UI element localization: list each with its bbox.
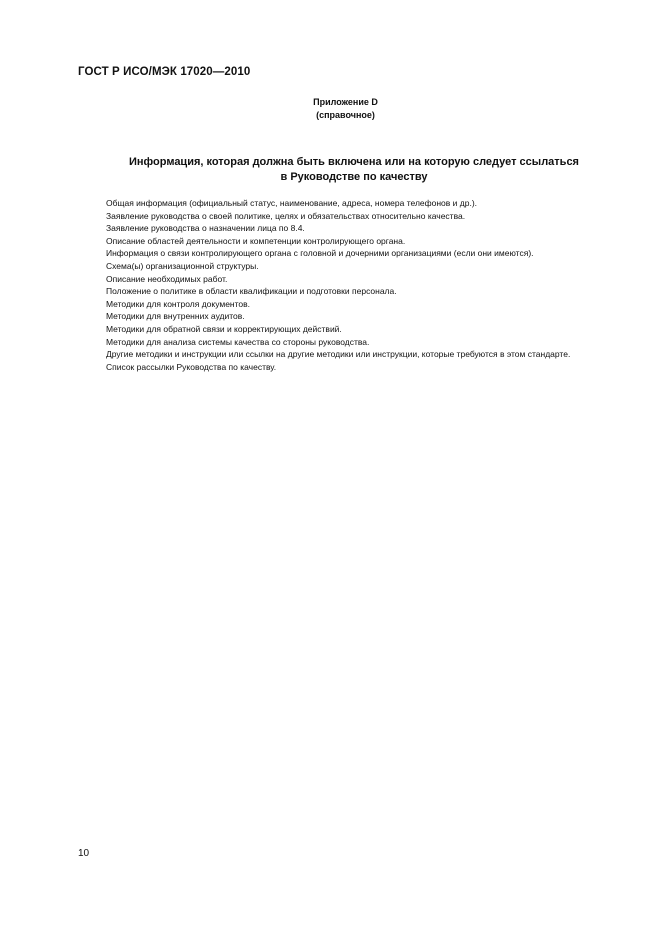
page-number: 10	[78, 848, 90, 859]
list-item: Общая информация (официальный статус, наименование, адреса, номера телефонов и др.).	[106, 198, 478, 208]
appendix-title: Приложение D	[313, 97, 378, 107]
section-heading	[80, 155, 628, 185]
list-item: Заявление руководства о назначении лица по 8.4.	[106, 223, 305, 234]
section-heading-line-2: в Руководстве по качеству	[280, 171, 428, 183]
list-item: Методики для анализа системы качества со стороны руководства.	[106, 336, 370, 347]
list-item: Информация о связи контролирующего органа с головной и дочерними организациями (если они имеются).	[106, 248, 534, 259]
list-item: Описание необходимых работ.	[106, 273, 228, 284]
list-item: Положение о политике в области квалификации и подготовки персонала.	[106, 286, 397, 297]
list-item: Другие методики и инструкции или ссылки на другие методики или инструкции, которые требуются в этом стандарте.	[106, 349, 571, 360]
list-item: Методики для обратной связи и корректирующих действий.	[106, 323, 342, 334]
list-item: Описание областей деятельности и компетенции контролирующего органа.	[106, 235, 406, 246]
document-code: ГОСТ Р ИСО/МЭК 17020—2010	[78, 66, 251, 78]
content-list	[78, 197, 613, 373]
list-item: Методики для контроля документов.	[106, 298, 251, 309]
section-heading-line-1: Информация, которая должна быть включена или на которую следует ссылаться	[129, 156, 579, 168]
appendix-subtitle: (справочное)	[316, 110, 375, 120]
list-item: Список рассылки Руководства по качеству.	[106, 361, 277, 372]
appendix-label	[0, 96, 661, 122]
list-item: Схема(ы) организационной структуры.	[106, 260, 259, 271]
list-item: Заявление руководства о своей политике, целях и обязательствах относительно качества.	[106, 210, 466, 221]
list-item: Методики для внутренних аудитов.	[106, 311, 245, 322]
